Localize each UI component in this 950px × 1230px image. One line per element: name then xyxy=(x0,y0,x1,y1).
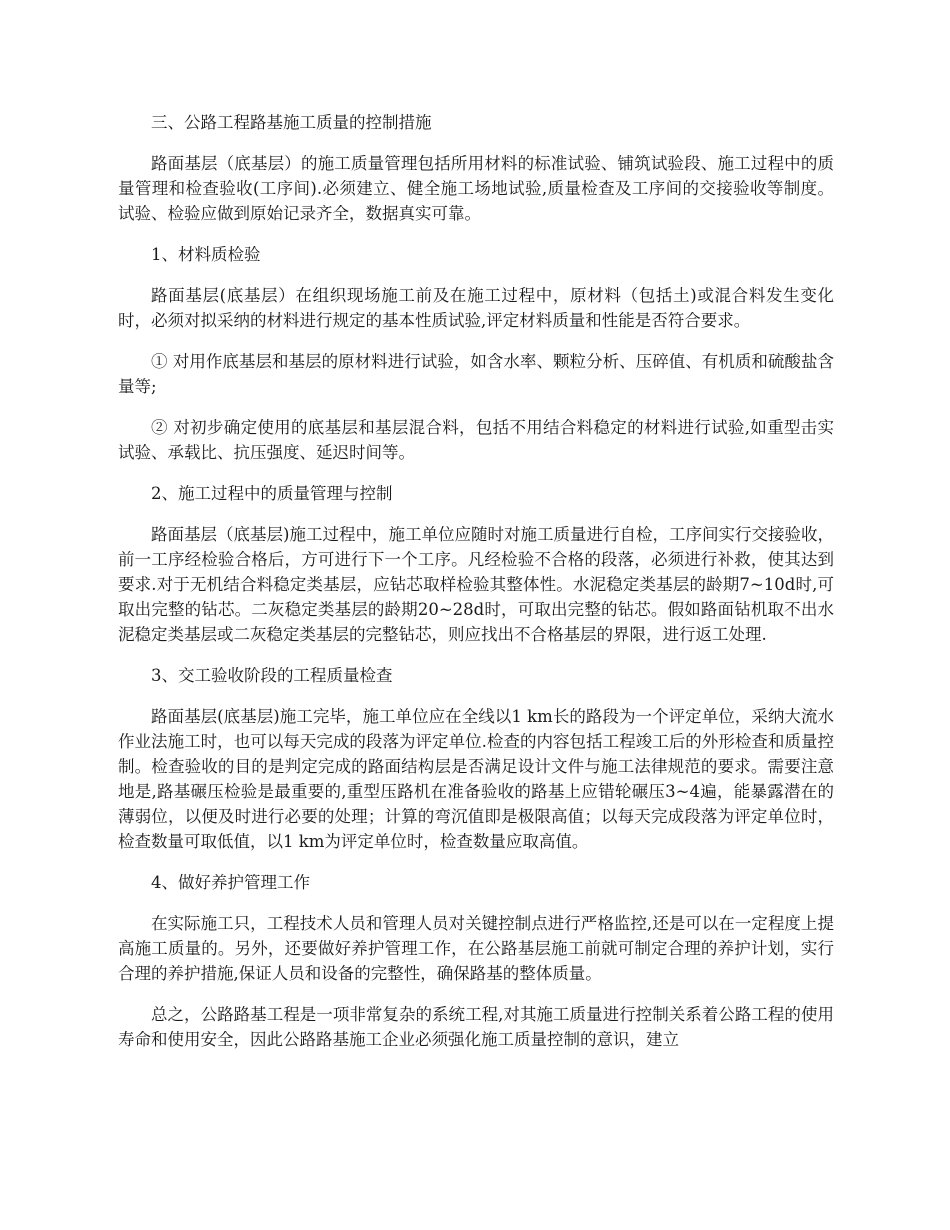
list-item-paragraph: ① 对用作底基层和基层的原材料进行试验，如含水率、颗粒分析、压碎值、有机质和硫酸盐含量等; xyxy=(118,352,834,396)
list-item-paragraph: ② 对初步确定使用的底基层和基层混合料，包括不用结合料稳定的材料进行试验,如重型击实试验、承载比、抗压强度、延迟时间等。 xyxy=(118,418,834,462)
paragraph: 路面基层（底基层）的施工质量管理包括所用材料的标准试验、铺筑试验段、施工过程中的质量管理和检查验收(工序间).必须建立、健全施工场地试验,质量检查及工序间的交接验收等制度。试验、检验应做到原始记录齐全，数据真实可靠。 xyxy=(118,154,834,223)
subsection-heading: 4、做好养护管理工作 xyxy=(151,873,310,892)
subsection-heading: 2、施工过程中的质量管理与控制 xyxy=(151,484,393,503)
subsection-heading: 3、交工验收阶段的工程质量检查 xyxy=(151,666,393,685)
paragraph: 总之，公路路基工程是一项非常复杂的系统工程,对其施工质量进行控制关系着公路工程的使用寿命和使用安全，因此公路路基施工企业必须强化施工质量控制的意识，建立 xyxy=(118,1005,834,1049)
paragraph: 路面基层（底基层)施工过程中，施工单位应随时对施工质量进行自检，工序间实行交接验收，前一工序经检验合格后，方可进行下一个工序。凡经检验不合格的段落，必须进行补救，使其达到要求.对于无机结合料稳定类基层，应钻芯取样检验其整体性。水泥稳定类基层的龄期7~10d时,可取出完整的钻芯。二灰稳定类基层的龄期20~28d时，可取出完整的钻芯。假如路面钻机取不出水泥稳定类基层或二灰稳定类基层的完整钻芯，则应找出不合格基层的界限，进行返工处理. xyxy=(118,525,834,644)
document-body xyxy=(118,110,834,1068)
section-heading: 三、公路工程路基施工质量的控制措施 xyxy=(151,113,432,132)
subsection-heading: 1、材料质检验 xyxy=(151,245,261,264)
paragraph: 路面基层(底基层)施工完毕，施工单位应在全线以1 km长的路段为一个评定单位，采纳大流水作业法施工时，也可以每天完成的段落为评定单位.检查的内容包括工程竣工后的外形检查和质量控制。检查验收的目的是判定完成的路面结构层是否满足设计文件与施工法律规范的要求。需要注意地是,路基碾压检验是最重要的,重型压路机在准备验收的路基上应错轮碾压3~4遍，能暴露潜在的薄弱位，以便及时进行必要的处理；计算的弯沉值即是极限高值；以每天完成段落为评定单位时，检查数量可取低值，以1 km为评定单位时，检查数量应取高值。 xyxy=(118,707,834,851)
paragraph: 在实际施工只，工程技术人员和管理人员对关键控制点进行严格监控,还是可以在一定程度上提高施工质量的。另外，还要做好养护管理工作，在公路基层施工前就可制定合理的养护计划，实行合理的养护措施,保证人员和设备的完整性，确保路基的整体质量。 xyxy=(118,914,834,983)
paragraph: 路面基层(底基层）在组织现场施工前及在施工过程中，原材料（包括土)或混合料发生变化时，必须对拟采纳的材料进行规定的基本性质试验,评定材料质量和性能是否符合要求。 xyxy=(118,286,834,330)
